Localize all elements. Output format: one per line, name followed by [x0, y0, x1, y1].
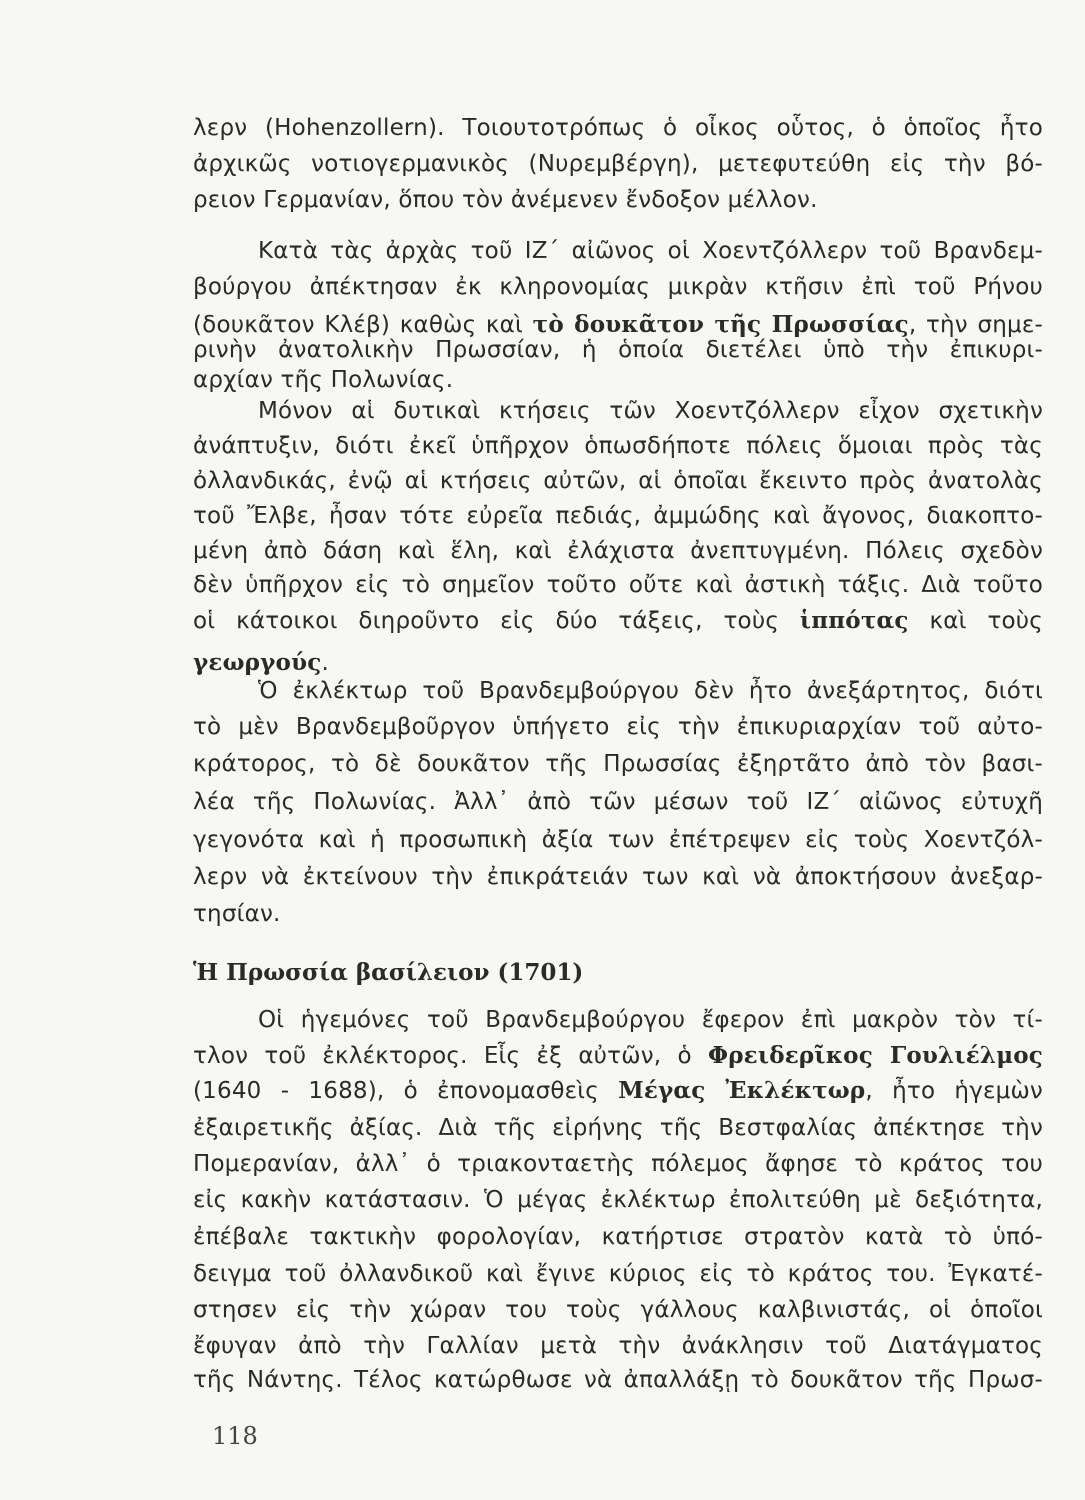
text-line	[193, 1041, 1043, 1071]
text-line: εἰς κακὴν κατάστασιν. Ὁ μέγας ἐκλέκτωρ ἐπολιτεύθη μὲ δεξιότητα,	[193, 1187, 1043, 1213]
section-heading: Ἡ Πρωσσία βασίλειον (1701)	[193, 959, 584, 986]
text-line: δειγμα τοῦ ὀλλανδικοῦ καὶ ἔγινε κύριος εἰς τὸ κράτος του. Ἐγκατέ-	[193, 1261, 1043, 1287]
text-line	[193, 1076, 1043, 1106]
bold-term: τὸ δουκᾶτον τῆς Πρωσσίας	[532, 311, 909, 338]
text-run: (1640 - 1688), ὁ ἐπονομασθεὶς	[193, 1078, 619, 1104]
text-line	[193, 648, 1043, 678]
text-line: γεγονότα καὶ ἡ προσωπικὴ ἀξία των ἐπέτρεψεν εἰς τοὺς Χοεντζόλ-	[193, 827, 1043, 853]
text-line: ἔφυγαν ἀπὸ τὴν Γαλλίαν μετὰ τὴν ἀνάκλησιν τοῦ Διατάγματος	[193, 1333, 1043, 1359]
text-line: ἀνάπτυξιν, διότι ἐκεῖ ὑπῆρχον ὁπωσδήποτε πόλεις ὅμοιαι πρὸς τὰς	[193, 433, 1043, 459]
text-line: στησεν εἰς τὴν χώραν του τοὺς γάλλους καλβινιστάς, οἱ ὁποῖοι	[193, 1297, 1043, 1323]
text-line: λέα τῆς Πολωνίας. Ἀλλ᾽ ἀπὸ τῶν μέσων τοῦ ΙΖ΄ αἰῶνος εὐτυχῆ	[193, 789, 1043, 815]
text-line: τῆς Νάντης. Τέλος κατώρθωσε νὰ ἀπαλλάξῃ τὸ δουκᾶτον τῆς Πρωσ-	[193, 1367, 1043, 1393]
text-run: καὶ τοὺς	[908, 608, 1043, 634]
text-run: (δουκᾶτον Κλέβ) καθὼς καὶ	[193, 312, 533, 338]
bold-term: Μέγας Ἐκλέκτωρ	[618, 1077, 866, 1104]
page-number: 118	[212, 1422, 258, 1450]
text-line: Οἱ ἡγεμόνες τοῦ Βρανδεμβούργου ἔφερον ἐπὶ μακρὸν τὸν τί-	[258, 1007, 1043, 1033]
bold-term: γεωργούς	[193, 649, 322, 676]
text-line: Κατὰ τὰς ἀρχὰς τοῦ ΙΖ΄ αἰῶνος οἱ Χοεντζόλλερν τοῦ Βρανδεμ-	[258, 238, 1043, 264]
text-run: .	[321, 650, 329, 676]
text-line: κράτορος, τὸ δὲ δουκᾶτον τῆς Πρωσσίας ἐξηρτᾶτο ἀπὸ τὸν βασι-	[193, 751, 1043, 777]
text-line: λερν νὰ ἐκτείνουν τὴν ἐπικράτειάν των καὶ νὰ ἀποκτήσουν ἀνεξαρ-	[193, 864, 1043, 890]
text-line: δὲν ὑπῆρχον εἰς τὸ σημεῖον τοῦτο οὔτε καὶ ἀστικὴ τάξις. Διὰ τοῦτο	[193, 572, 1043, 598]
text-run: τλον τοῦ ἐκλέκτορος. Εἷς ἐξ αὐτῶν, ὁ	[193, 1043, 708, 1069]
bold-term: Φρειδερῖκος Γουλιέλμος	[707, 1042, 1043, 1069]
text-line: ἐξαιρετικῆς ἀξίας. Διὰ τῆς εἰρήνης τῆς Βεστφαλίας ἀπέκτησε τὴν	[193, 1115, 1043, 1141]
text-line: τησίαν.	[193, 901, 281, 927]
text-line: Πομερανίαν, ἀλλ᾽ ὁ τριακονταετὴς πόλεμος ἄφησε τὸ κράτος του	[193, 1151, 1043, 1177]
text-line: ὀλλανδικάς, ἐνῷ αἱ κτήσεις αὐτῶν, αἱ ὁποῖαι ἔκειντο πρὸς ἀνατολὰς	[193, 468, 1043, 494]
text-line: μένη ἀπὸ δάση καὶ ἕλη, καὶ ἐλάχιστα ἀνεπτυγμένη. Πόλεις σχεδὸν	[193, 538, 1043, 564]
text-line: ἀρχικῶς νοτιογερμανικὸς (Νυρεμβέργη), μετεφυτεύθη εἰς τὴν βό-	[193, 151, 1043, 177]
text-run: οἱ κάτοικοι διηροῦντο εἰς δύο τάξεις, τοὺς	[193, 608, 800, 634]
text-run: , τὴν σημε-	[908, 312, 1043, 338]
text-line: τοῦ Ἔλβε, ἦσαν τότε εὐρεῖα πεδιάς, ἀμμώδης καὶ ἄγονος, διακοπτο-	[193, 503, 1043, 529]
text-line: Ὁ ἐκλέκτωρ τοῦ Βρανδεμβούργου δὲν ἦτο ἀνεξάρτητος, διότι	[258, 678, 1043, 704]
text-run: , ἦτο ἡγεμὼν	[865, 1078, 1043, 1104]
text-line: ρειον Γερμανίαν, ὅπου τὸν ἀνέμενεν ἔνδοξον μέλλον.	[193, 187, 818, 213]
text-line	[193, 606, 1043, 636]
text-line: ρινὴν ἀνατολικὴν Πρωσσίαν, ἡ ὁποία διετέλει ὑπὸ τὴν ἐπικυρι-	[193, 337, 1043, 363]
text-line: Μόνον αἱ δυτικαὶ κτήσεις τῶν Χοεντζόλλερν εἶχον σχετικὴν	[258, 398, 1043, 424]
bold-term: ἱππότας	[799, 607, 909, 634]
text-line: λερν (Hohenzollern). Τοιουτοτρόπως ὁ οἶκος οὗτος, ὁ ὁποῖος ἦτο	[193, 115, 1043, 141]
text-line: βούργου ἀπέκτησαν ἐκ κληρονομίας μικρὰν κτῆσιν ἐπὶ τοῦ Ρήνου	[193, 274, 1043, 300]
text-line: τὸ μὲν Βρανδεμβοῦργον ὑπήγετο εἰς τὴν ἐπικυριαρχίαν τοῦ αὐτο-	[193, 714, 1043, 740]
text-line: αρχίαν τῆς Πολωνίας.	[193, 367, 454, 393]
text-line: ἐπέβαλε τακτικὴν φορολογίαν, κατήρτισε στρατὸν κατὰ τὸ ὑπό-	[193, 1224, 1043, 1250]
